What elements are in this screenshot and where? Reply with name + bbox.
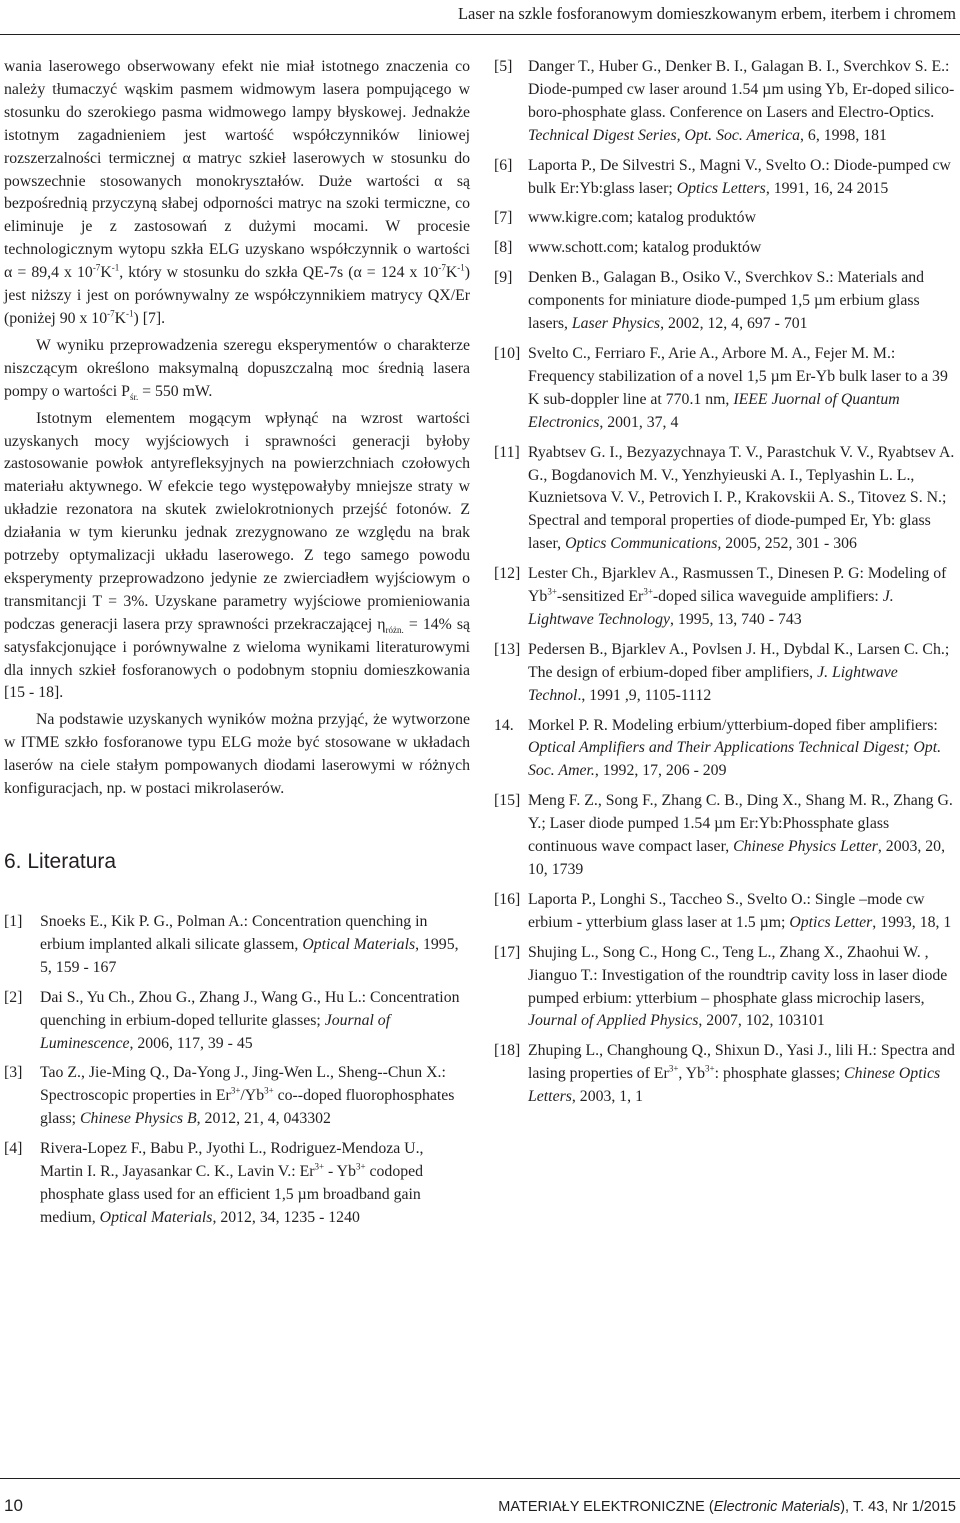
section-title: 6. Literatura: [4, 850, 117, 873]
reference-item: [1] Snoeks E., Kik P. G., Polman A.: Concentration quenching in erbium implanted alkali silicate glassem, Optical Materials, 1995, 5, 159 - 167: [4, 913, 459, 976]
running-title: Laser na szkle fosforanowym domieszkowanym erbem, iterbem i chromem: [457, 4, 956, 23]
reference-item: [8] www.schott.com; katalog produktów: [494, 239, 762, 257]
reference-item: [16] Laporta P., Longhi S., Taccheo S., Svelto O.: Single –mode cw erbium - ytterbium glass laser at 1.5 µm; Optics Letter, 1993, 18, 1: [494, 890, 952, 931]
reference-item: [2] Dai S., Yu Ch., Zhou G., Zhang J., Wang G., Hu L.: Concentration quenching in erbium-doped tellurite glasses; Journal of Luminescence, 2006, 117, 39 - 45: [4, 988, 460, 1052]
left-column: [4, 56, 470, 1230]
reference-item: [10] Svelto C., Ferriaro F., Arie A., Arbore M. A., Fejer M. M.: Frequency stabilization of a novel 1,5 µm Er-Yb bulk laser to a 39 K sub-doppler line at 770.1 nm, IEEE Juornal of Quantum Electronics, 2001, 37, 4: [494, 344, 948, 431]
reference-item: [17] Shujing L., Song C., Hong C., Teng L., Zhang X., Zhaohui W. , Jianguo T.: Investigation of the roundtrip cavity loss in laser diode pumped erbium: ytterbium – phosphate glass microchip lasers, Journal of Applied Physics, 2007, 102, 103101: [494, 943, 948, 1030]
journal-footer: MATERIAŁY ELEKTRONICZNE (Electronic Materials), T. 43, Nr 1/2015: [498, 1499, 956, 1515]
reference-item: [3] Tao Z., Jie-Ming Q., Da-Yong J., Jing-Wen L., Sheng--Chun X.: Spectroscopic properties in $Er^{3+}/Yb^{3+}$ co--doped fluorophosphates glass; Chinese Physics B, 2012, 21, 4, 043302: [4, 1064, 455, 1128]
reference-item: [6] Laporta P., De Silvestri S., Magni V., Svelto O.: Diode-pumped cw bulk Er:Yb:glass laser; Optics Letters, 1991, 16, 24 2015: [494, 156, 951, 197]
body-paragraph-1: wania laserowego obserwowany efekt nie miał istotnego znaczenia co należy tłumaczyć wąskim pasmem widmowym lasera pompującego w stosunku do szerokiego pasma widmowego lampy błyskowej. Jednakże istotnym zagadnieniem jest wartość współczynników liniowej rozszerzalności termicznej α matryc szkieł laserowych w stosunku do powszechnie stosowanych monokryształów. Duże wartości α są bezpośrednią przyczyną słabej odporności matryc na szoki termiczne, co eliminuje je z zastosowań z dużymi mocami. W procesie technologicznym wytopu szkła ELG uzyskano współczynnik o wartości α = 89,4 x $10^{-7}K^{-1}$, który w stosunku do szkła QE-7s (α = 124 x $10^{-7}K^{-1}$) jest niższy i jest on porównywalny ze współczynnikiem matrycy QX/Er (poniżej 90 x $10^{-7}K^{-1}$) [7].: [4, 58, 471, 327]
reference-item: [11] Ryabtsev G. I., Bezyazychnaya T. V., Parastchuk V. V., Ryabtsev A. G., Bogdanovich M. V., Yenzhyieuski A. I., Teplyashin L. L., Kuznietsova V. V., Petrovich I. P., Krakovskii A. S., Titovez S. N.; Spectral and temporal properties of diode-pumped Er, Yb: glass laser, Optics Communications, 2005, 252, 301 - 306: [494, 443, 955, 553]
reference-item: [12] Lester Ch., Bjarklev A., Rasmussen T., Dinesen P. G: Modeling of $Yb^{3+}$-sensitized $Er^{3+}$-doped silica waveguide amplifiers: J. Lightwave Technology, 1995, 13, 740 - 743: [494, 565, 947, 628]
body-paragraph-2: W wyniku przeprowadzenia szeregu eksperymentów o charakterze niszczącym określono maksymalną dopuszczalną moc średnią lasera pompy o wartości $P_{śr.} = 550$ mW.: [4, 336, 470, 402]
reference-item: [5] Danger T., Huber G., Denker B. I., Galagan B. I., Sverchkov S. E.: Diode-pumped cw laser around 1.54 µm using Yb, Er-doped silico-boro-phosphate glass. Conference on Lasers and Electro-Optics. Technical Digest Series, Opt. Soc. America, 6, 1998, 181: [494, 58, 955, 144]
reference-item: [13] Pedersen B., Bjarklev A., Povlsen J. H., Dybdal K., Larsen C. Ch.; The design of erbium-doped fiber amplifiers, J. Lightwave Technol., 1991 ,9, 1105-1112: [494, 640, 950, 704]
footer-rule: [0, 1478, 960, 1479]
reference-item: [18] Zhuping L., Changhoung Q., Shixun D., Yasi J., lili H.: Spectra and lasing properties of $Er^{3+}$, $Yb^{3+}$: phosphate glasses; Chinese Optics Letters, 2003, 1, 1: [494, 1042, 955, 1106]
page-number: 10: [4, 1496, 23, 1515]
header-rule: [0, 34, 960, 35]
reference-item: [9] Denken B., Galagan B., Osiko V., Sverchkov S.: Materials and components for miniature diode-pumped 1,5 µm erbium glass lasers, Laser Physics, 2002, 12, 4, 697 - 701: [494, 269, 925, 333]
right-column: [492, 56, 956, 1109]
body-paragraph-4: Na podstawie uzyskanych wyników można przyjąć, że wytworzone w ITME szkło fosforanowe typu ELG może być stosowane w układach laserów na ciele stałym pompowanych diodami laserowymi w różnych konfiguracjach, np. w postaci mikrolaserów.: [4, 711, 470, 798]
body-paragraph-3: Istotnym elementem mogącym wpłynąć na wzrost wartości uzyskanych mocy wyjściowych i sprawności generacji byłoby zastosowanie powłok antyrefleksyjnych na powierzchniach czołowych materiału aktywnego. W efekcie tego występowałyby mniejsze straty w układzie rezonatora na skutek zwielokrotnionych przejść fotonów. Z działania w tym kierunku jednak zrezygnowano ze względu na brak potrzeby optymalizacji układu laserowego. Z tego samego powodu eksperymenty przeprowadzono jedynie ze zwierciadłem wyjściowym o transmitancji T = 3%. Uzyskane parametry wyjściowe promieniowania podczas generacji lasera przy sprawności przekraczającej $\eta_{różn.} = 14\%$ są satysfakcjonujące i porównywalne z wieloma wynikami literaturowymi dla innych szkieł fosforanowych o podobnym stopniu domieszkowania [15 - 18].: [4, 409, 470, 702]
reference-item: [7] www.kigre.com; katalog produktów: [494, 209, 756, 227]
reference-item: [15] Meng F. Z., Song F., Zhang C. B., Ding X., Shang M. R., Zhang G. Y.; Laser diode pumped 1.54 µm Er:Yb:Phossphate glass continuous wave compact laser, Chinese Physics Letter, 2003, 20, 10, 1739: [494, 792, 953, 878]
reference-item: [4] Rivera-Lopez F., Babu P., Jyothi L., Rodriguez-Mendoza U., Martin I. R., Jayasankar C. K., Lavin V.: $Er^{3+} - Yb^{3+}$ codoped phosphate glass used for an efficient 1,5 µm broadband gain medium, Optical Materials, 2012, 34, 1235 - 1240: [4, 1140, 424, 1226]
reference-item: 14. Morkel P. R. Modeling erbium/ytterbium-doped fiber amplifiers: Optical Amplifiers and Their Applications Technical Digest; Opt. Soc. Amer., 1992, 17, 206 - 209: [494, 716, 942, 780]
